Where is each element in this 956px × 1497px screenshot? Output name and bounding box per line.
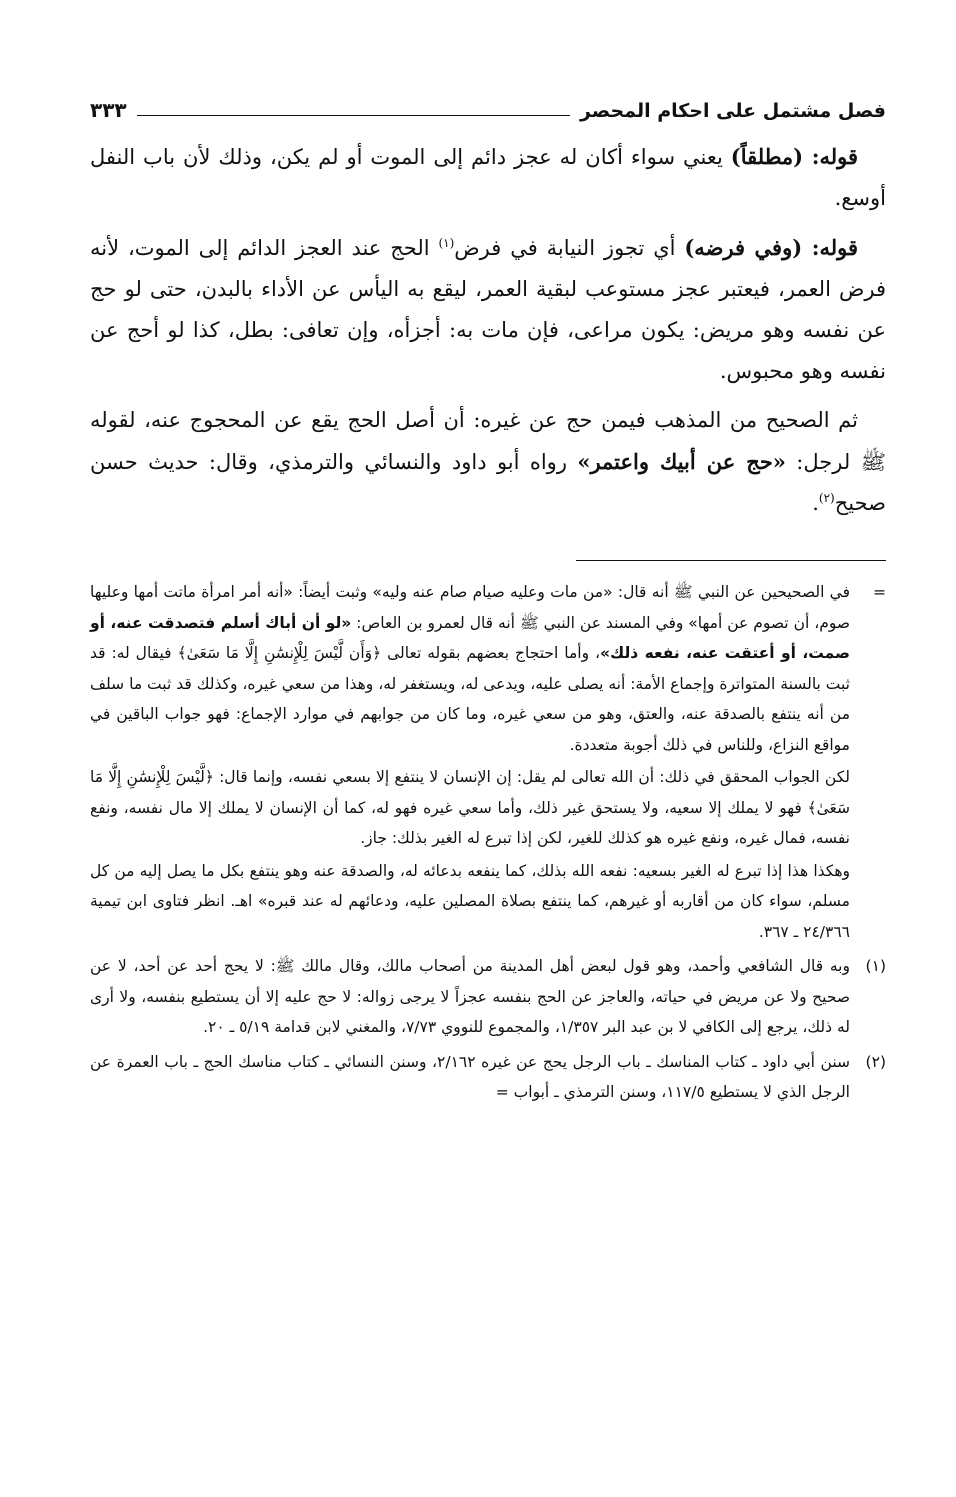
footnote-continued [90,577,886,949]
paragraph-3-text-a: ثم الصحيح من المذهب فيمن حج عن غيره: أن أصل الحج يقع عن المحجوج عنه، لقوله ﷺ لرجل: [90,408,886,474]
paragraph-2 [90,227,886,392]
footnote-paragraph: وبه قال الشافعي وأحمد، وهو قول لبعض أهل المدينة من أصحاب مالك، وقال مالك ﷺ: لا يحج أحد عن أحد، لا عن صحيح ولا عن مريض في حياته، والعاجز عن الحج بنفسه عجزاً لا يرجى زواله: لا حج عليه إلا أن يستطيع بنفسه، ولا أرى له ذلك، يرجع إلى الكافي لا بن عبد البر ١/٣٥٧، والمجموع للنووي ٧/٧٣، والمغني لابن قدامة ٥/١٩ ـ ٢٠. [90,957,850,1036]
main-text [90,136,886,524]
footnote-1 [90,951,886,1045]
footnote-divider [576,560,886,561]
footnote-marker: = [873,583,886,601]
footnote-body [90,577,850,949]
paragraph-2-text-b: الحج عند العجز الدائم إلى الموت، لأنه فرض العمر، فيعتبر عجز مستوعب لبقية العمر، ليقع به اليأس عن الأداء بالبدن، حتى لو حج عن نفسه وهو مريض: يكون مراعى، فإن مات به: أجزأه، وإن تعافى: بطل، كذا لو أحج عن نفسه وهو محبوس. [90,236,886,383]
footnote-body [90,1047,850,1110]
footnotes [90,577,886,1110]
paragraph-3-text-c: . [812,491,819,515]
paragraph-1-lead: قوله: (مطلقاً) [730,144,858,169]
footnote-bold-quote: «لو أن أباك أسلم فتصدقت عنه، أو صمت، أو أعتقت عنه، نفعه ذلك» [90,613,850,662]
paragraph-3 [90,400,886,524]
book-page [90,88,886,1112]
footnote-2 [90,1047,886,1110]
footnote-marker: (٢) [865,1052,886,1071]
paragraph-1-text: يعني سواء أكان له عجز دائم إلى الموت أو لم يكن، وذلك لأن باب النفل أوسع. [90,145,886,210]
paragraph-2-text-a: أي تجوز النيابة في فرض [454,236,685,260]
footnote-paragraph: سنن أبي داود ـ كتاب المناسك ـ باب الرجل يحج عن غيره ٢/١٦٢، وسنن النسائي ـ كتاب مناسك الحج ـ باب العمرة عن الرجل الذي لا يستطيع ١١٧/٥، وسنن الترمذي ـ أبواب = [90,1052,850,1101]
footnote-paragraph: وهكذا هذا إذا تبرع له الغير بسعيه: نفعه الله بذلك، كما ينفعه بدعائه له، والصدقة عنه وهو ينتفع بكل ما يصل إليه من كل مسلم، سواء كان من أقاربه أو غيرهم، كما ينتفع بصلاة المصلين عليه، ودعائهم له عند قبره» اهـ. انظر فتاوى ابن تيمية ٢٤/٣٦٦ ـ ٣٦٧. [90,861,850,941]
paragraph-3-text-b: رواه أبو داود والنسائي والترمذي، وقال: حديث حسن صحيح [90,450,886,515]
footnote-text: ، وأما احتجاج بعضهم بقوله تعالى ﴿وَأَن لَّيْسَ لِلْإِنسَٰنِ إِلَّا مَا سَعَىٰ﴾ فيقال له: قد ثبت بالسنة المتواترة وإجماع الأمة: أنه يصلى عليه، ويدعى له، ويستغفر له، وهذا من سعي غيره، وكذلك قد ثبت ما سلف من أنه ينتفع بالصدقة عنه، والعتق، وهو من سعي غيره، وما كان من جوابهم في موارد الإجماع: فهو جواب الباقين في مواقع النزاع، وللناس في ذلك أجوبة متعددة. [90,644,850,754]
paragraph-2-lead: قوله: (وفي فرضه) [684,235,858,260]
footnote-ref-1[interactable]: (١) [438,236,455,250]
header-rule [137,115,570,116]
hadith-quote: «حج عن أبيك واعتمر» [577,449,786,474]
running-header [90,88,886,122]
footnote-marker: (١) [865,957,886,975]
footnote-paragraph [90,577,850,760]
footnote-text: في الصحيحين عن النبي ﷺ أنه قال: «من مات وعليه صيام صام عنه وليه» وثبت أيضاً: «أنه أمر امرأة ماتت أمها وعليها صوم، أن تصوم عن أمها» وفي المسند عن النبي ﷺ أنه قال لعمرو بن العاص: [90,583,851,632]
chapter-title: فصل مشتمل على احكام المحصر [579,100,886,122]
footnote-body [90,951,850,1045]
footnote-paragraph: لكن الجواب المحقق في ذلك: أن الله تعالى لم يقل: إن الإنسان لا ينتفع إلا بسعي نفسه، وإنما قال: ﴿لَّيْسَ لِلْإِنسَٰنِ إِلَّا مَا سَعَىٰ﴾ فهو لا يملك إلا سعيه، ولا يستحق غير ذلك، وأما سعي غيره فهو له، كما أن الإنسان لا يملك إلا مال نفسه، ونفع نفسه، فمال غيره، ونفع غيره هو كذلك للغير، لكن إذا تبرع له الغير بذلك: جاز. [90,768,850,847]
page-number: ٣٣٣ [90,98,127,122]
paragraph-1 [90,136,886,219]
footnote-ref-2[interactable]: (٢) [818,491,835,505]
